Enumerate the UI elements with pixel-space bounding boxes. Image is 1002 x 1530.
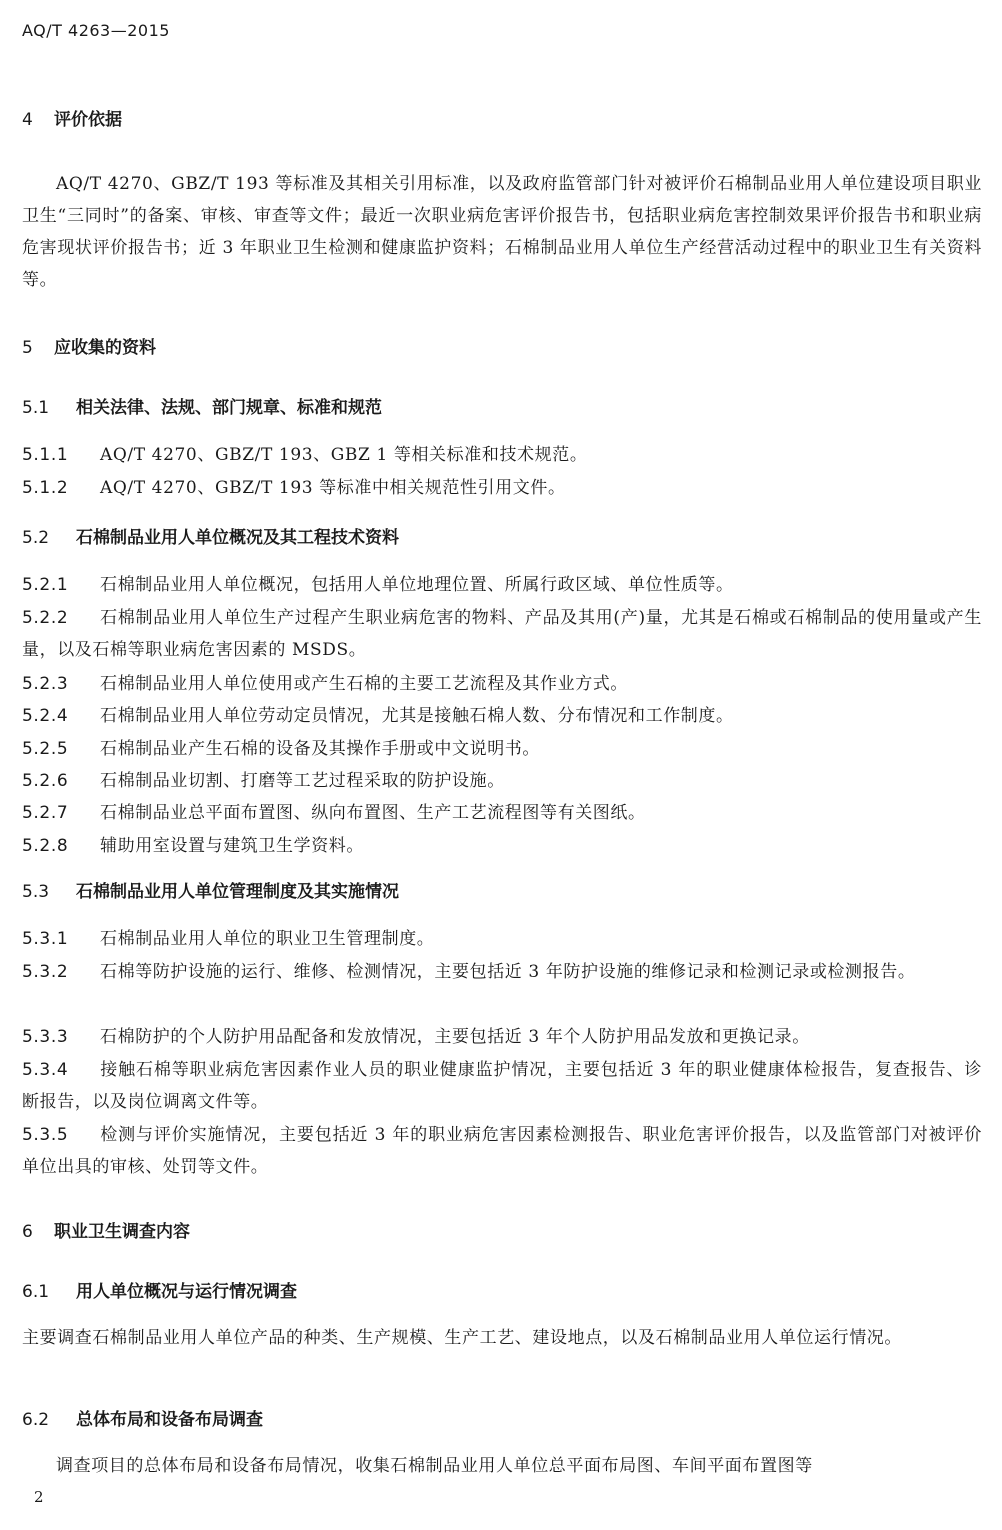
section-number: 5.1 [22, 398, 50, 418]
clause-5-3-1 [22, 923, 982, 955]
section-number: 6.2 [22, 1410, 50, 1430]
clause-number: 5.3.1 [22, 929, 69, 949]
clause-5-3-4 [22, 1054, 982, 1118]
section-6-2-paragraph: 调查项目的总体布局和设备布局情况，收集石棉制品业用人单位总平面布局图、车间平面布置图等 [56, 1456, 813, 1476]
clause-number: 5.1.2 [22, 478, 69, 498]
section-4-heading [22, 108, 122, 132]
section-4-paragraph: AQ/T 4270、GBZ/T 193 等标准及其相关引用标准，以及政府监管部门针对被评价石棉制品业用人单位建设项目职业卫生“三同时”的备案、审核、审查等文件；最近一次职业病危害评价报告书，包括职业病危害控制效果评价报告书和职业病危害现状评价报告书；近 3 年职业卫生检测和健康监护资料；石棉制品业用人单位生产经营活动过程中的职业卫生有关资料等。 [22, 174, 982, 290]
section-title: 应收集的资料 [54, 338, 156, 358]
clause-number: 5.2.8 [22, 836, 69, 856]
clause-text: AQ/T 4270、GBZ/T 193、GBZ 1 等相关标准和技术规范。 [100, 445, 588, 465]
clause-5-3-2 [22, 956, 982, 988]
clause-text: 石棉制品业用人单位的职业卫生管理制度。 [100, 929, 435, 949]
clause-number: 5.3.5 [22, 1125, 69, 1145]
clause-5-1-2 [22, 472, 982, 504]
section-title: 相关法律、法规、部门规章、标准和规范 [76, 398, 382, 418]
clause-5-3-3 [22, 1021, 982, 1053]
section-title: 职业卫生调查内容 [54, 1222, 190, 1242]
section-6-2-heading [22, 1408, 263, 1432]
section-6-1-heading [22, 1280, 297, 1304]
clause-number: 5.2.5 [22, 739, 69, 759]
clause-number: 5.2.2 [22, 608, 69, 628]
section-number: 5 [22, 338, 33, 358]
page-number: 2 [34, 1488, 44, 1506]
document-code-header: AQ/T 4263—2015 [22, 21, 170, 40]
clause-text: 石棉制品业用人单位概况，包括用人单位地理位置、所属行政区域、单位性质等。 [100, 575, 734, 595]
clause-5-2-4 [22, 700, 982, 732]
section-number: 4 [22, 110, 33, 130]
section-6-1-paragraph: 主要调查石棉制品业用人单位产品的种类、生产规模、生产工艺、建设地点，以及石棉制品业用人单位运行情况。 [22, 1328, 902, 1348]
clause-number: 5.3.2 [22, 962, 69, 982]
clause-text: 石棉制品业产生石棉的设备及其操作手册或中文说明书。 [100, 739, 540, 759]
section-number: 5.2 [22, 528, 50, 548]
section-title: 总体布局和设备布局调查 [76, 1410, 263, 1430]
clause-number: 5.2.3 [22, 674, 69, 694]
section-title: 石棉制品业用人单位管理制度及其实施情况 [76, 882, 399, 902]
clause-5-2-2 [22, 602, 982, 666]
section-number: 6 [22, 1222, 33, 1242]
clause-text: 石棉制品业切割、打磨等工艺过程采取的防护设施。 [100, 771, 505, 791]
section-5-3-heading [22, 880, 399, 904]
clause-text: 石棉等防护设施的运行、维修、检测情况，主要包括近 3 年防护设施的维修记录和检测记录或检测报告。 [100, 962, 916, 982]
clause-number: 5.3.4 [22, 1060, 69, 1080]
section-title: 用人单位概况与运行情况调查 [76, 1282, 297, 1302]
clause-5-2-8 [22, 830, 982, 862]
clause-number: 5.2.1 [22, 575, 69, 595]
clause-5-2-7 [22, 797, 982, 829]
clause-number: 5.2.7 [22, 803, 69, 823]
section-title: 石棉制品业用人单位概况及其工程技术资料 [76, 528, 399, 548]
clause-5-3-5 [22, 1119, 982, 1183]
clause-text: AQ/T 4270、GBZ/T 193 等标准中相关规范性引用文件。 [100, 478, 566, 498]
clause-number: 5.2.4 [22, 706, 69, 726]
clause-5-2-1 [22, 569, 982, 601]
clause-text: 石棉制品业用人单位使用或产生石棉的主要工艺流程及其作业方式。 [100, 674, 628, 694]
clause-number: 5.1.1 [22, 445, 69, 465]
section-5-1-heading [22, 396, 382, 420]
clause-number: 5.3.3 [22, 1027, 69, 1047]
section-5-2-heading [22, 526, 399, 550]
clause-text: 检测与评价实施情况，主要包括近 3 年的职业病危害因素检测报告、职业危害评价报告，以及监管部门对被评价单位出具的审核、处罚等文件。 [22, 1125, 982, 1177]
clause-text: 接触石棉等职业病危害因素作业人员的职业健康监护情况，主要包括近 3 年的职业健康体检报告，复查报告、诊断报告，以及岗位调离文件等。 [22, 1060, 982, 1112]
clause-text: 石棉制品业总平面布置图、纵向布置图、生产工艺流程图等有关图纸。 [100, 803, 646, 823]
clause-5-1-1 [22, 439, 982, 471]
clause-text: 石棉制品业用人单位生产过程产生职业病危害的物料、产品及其用(产)量，尤其是石棉或石棉制品的使用量或产生量，以及石棉等职业病危害因素的 MSDS。 [22, 608, 982, 660]
section-number: 5.3 [22, 882, 50, 902]
clause-number: 5.2.6 [22, 771, 69, 791]
clause-5-2-5 [22, 733, 982, 765]
clause-text: 石棉制品业用人单位劳动定员情况，尤其是接触石棉人数、分布情况和工作制度。 [100, 706, 734, 726]
section-number: 6.1 [22, 1282, 50, 1302]
section-title: 评价依据 [54, 110, 122, 130]
section-6-heading [22, 1220, 190, 1244]
clause-5-2-3 [22, 668, 982, 700]
section-5-heading [22, 336, 156, 360]
clause-text: 石棉防护的个人防护用品配备和发放情况，主要包括近 3 年个人防护用品发放和更换记录。 [100, 1027, 810, 1047]
clause-5-2-6 [22, 765, 982, 797]
clause-text: 辅助用室设置与建筑卫生学资料。 [100, 836, 364, 856]
